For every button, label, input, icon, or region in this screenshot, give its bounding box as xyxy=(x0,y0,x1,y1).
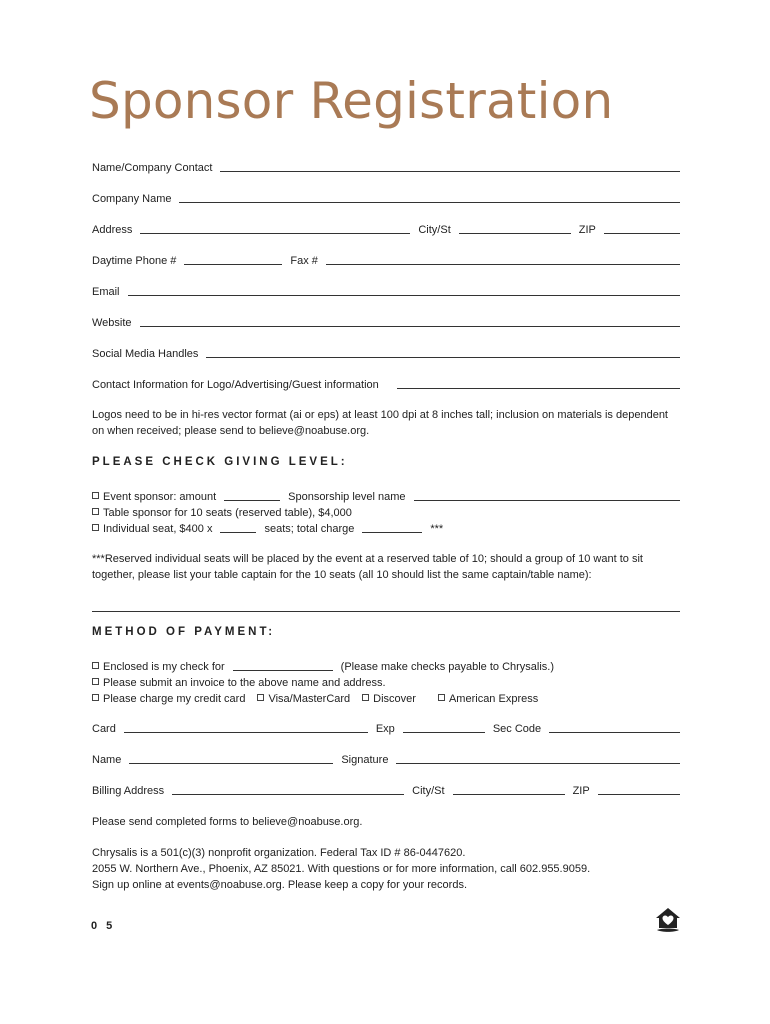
row-invoice xyxy=(92,674,680,690)
send-forms-note: Please send completed forms to believe@noabuse.org. xyxy=(92,816,363,828)
label-company-name: Company Name xyxy=(92,193,172,205)
label-credit-card: Please charge my credit card xyxy=(103,693,246,705)
label-zip: ZIP xyxy=(578,224,596,236)
logo-note: Logos need to be in hi-res vector format (ai or eps) at least 100 dpi at 8 inches tall; inclusion on materials is dependent on when received; please send to believe@noabuse.org. xyxy=(92,409,668,437)
label-invoice: Please submit an invoice to the above name and address. xyxy=(103,677,386,689)
signature-field[interactable] xyxy=(396,763,680,764)
sec-code-field[interactable] xyxy=(549,732,680,733)
footer-line-1: Chrysalis is a 501(c)(3) nonprofit organization. Federal Tax ID # 86-0447620. xyxy=(92,847,466,859)
event-sponsor-amount-field[interactable] xyxy=(224,500,280,501)
payment-heading: METHOD OF PAYMENT: xyxy=(92,626,276,638)
page-number: 0 5 xyxy=(91,920,116,932)
label-website: Website xyxy=(92,317,132,329)
label-enclosed-check: Enclosed is my check for xyxy=(103,661,225,673)
city-st-field[interactable] xyxy=(459,233,571,234)
row-name-signature xyxy=(92,751,680,767)
label-discover: Discover xyxy=(373,693,416,705)
billing-address-field[interactable] xyxy=(172,794,404,795)
label-daytime-phone: Daytime Phone # xyxy=(92,255,177,267)
label-email: Email xyxy=(92,286,120,298)
label-billing-city-st: City/St xyxy=(412,785,445,797)
checkbox-icon[interactable] xyxy=(362,694,369,701)
row-address xyxy=(92,221,680,237)
website-field[interactable] xyxy=(140,326,680,327)
label-individual-seat: Individual seat, $400 x xyxy=(103,523,213,535)
checkbox-icon[interactable] xyxy=(92,524,99,531)
checkbox-icon[interactable] xyxy=(92,678,99,685)
table-captain-field[interactable] xyxy=(92,611,680,612)
checkbox-icon[interactable] xyxy=(438,694,445,701)
total-charge-field[interactable] xyxy=(362,532,422,533)
cardholder-name-field[interactable] xyxy=(129,763,333,764)
row-social-media xyxy=(92,345,680,361)
asterisk-marker: *** xyxy=(430,523,444,535)
reserved-note: ***Reserved individual seats will be placed by the event at a reserved table of 10; should a group of 10 want to sit together, please list your table captain for the 10 seats (all 10 should list the same captain/table name): xyxy=(92,553,643,581)
fax-field[interactable] xyxy=(326,264,680,265)
label-sec-code: Sec Code xyxy=(492,723,542,735)
label-visa: Visa/MasterCard xyxy=(268,693,351,705)
row-card xyxy=(92,720,680,736)
card-number-field[interactable] xyxy=(124,732,368,733)
label-event-sponsor: Event sponsor: amount xyxy=(103,491,217,503)
label-contact-info-logo: Contact Information for Logo/Advertising/Guest information xyxy=(92,379,379,391)
row-phone-fax xyxy=(92,252,680,268)
label-table-sponsor: Table sponsor for 10 seats (reserved table), $4,000 xyxy=(103,507,352,519)
label-sponsorship-level: Sponsorship level name xyxy=(288,491,406,503)
label-card: Card xyxy=(92,723,116,735)
row-email xyxy=(92,283,680,299)
daytime-phone-field[interactable] xyxy=(184,264,282,265)
row-name-company-contact xyxy=(92,159,680,175)
checkbox-icon[interactable] xyxy=(257,694,264,701)
label-billing-address: Billing Address xyxy=(92,785,165,797)
row-billing-address xyxy=(92,782,680,798)
billing-zip-field[interactable] xyxy=(598,794,680,795)
email-field[interactable] xyxy=(128,295,680,296)
row-enclosed-check xyxy=(92,658,680,674)
checkbox-icon[interactable] xyxy=(92,662,99,669)
footer-line-2: 2055 W. Northern Ave., Phoenix, AZ 85021. With questions or for more information, call 602.955.9059. xyxy=(92,863,591,875)
label-fax: Fax # xyxy=(290,255,318,267)
checkbox-icon[interactable] xyxy=(92,694,99,701)
row-table-sponsor xyxy=(92,504,680,520)
row-individual-seat xyxy=(92,520,680,536)
label-address: Address xyxy=(92,224,133,236)
label-name-company-contact: Name/Company Contact xyxy=(92,162,213,174)
row-contact-info-logo xyxy=(92,376,680,392)
label-signature: Signature xyxy=(341,754,389,766)
label-city-st: City/St xyxy=(418,224,451,236)
name-company-contact-field[interactable] xyxy=(220,171,680,172)
checkbox-icon[interactable] xyxy=(92,492,99,499)
checkbox-icon[interactable] xyxy=(92,508,99,515)
sponsorship-level-field[interactable] xyxy=(414,500,680,501)
label-name: Name xyxy=(92,754,122,766)
row-website xyxy=(92,314,680,330)
label-payable-note: (Please make checks payable to Chrysalis.) xyxy=(340,661,555,673)
row-event-sponsor xyxy=(92,488,680,504)
label-exp: Exp xyxy=(375,723,395,735)
contact-info-logo-field[interactable] xyxy=(397,388,680,389)
row-credit-card xyxy=(92,690,680,706)
label-social-media: Social Media Handles xyxy=(92,348,199,360)
seat-count-field[interactable] xyxy=(220,532,256,533)
giving-level-heading: PLEASE CHECK GIVING LEVEL: xyxy=(92,456,348,468)
house-heart-icon xyxy=(654,906,682,934)
check-amount-field[interactable] xyxy=(233,670,333,671)
zip-field[interactable] xyxy=(604,233,680,234)
address-field[interactable] xyxy=(140,233,410,234)
footer-line-3: Sign up online at events@noabuse.org. Please keep a copy for your records. xyxy=(92,879,468,891)
row-company-name xyxy=(92,190,680,206)
social-media-field[interactable] xyxy=(206,357,680,358)
company-name-field[interactable] xyxy=(179,202,680,203)
label-billing-zip: ZIP xyxy=(572,785,590,797)
billing-city-st-field[interactable] xyxy=(453,794,565,795)
label-seats-total: seats; total charge xyxy=(264,523,355,535)
exp-field[interactable] xyxy=(403,732,485,733)
label-amex: American Express xyxy=(448,693,539,705)
page-title: Sponsor Registration xyxy=(89,72,614,130)
